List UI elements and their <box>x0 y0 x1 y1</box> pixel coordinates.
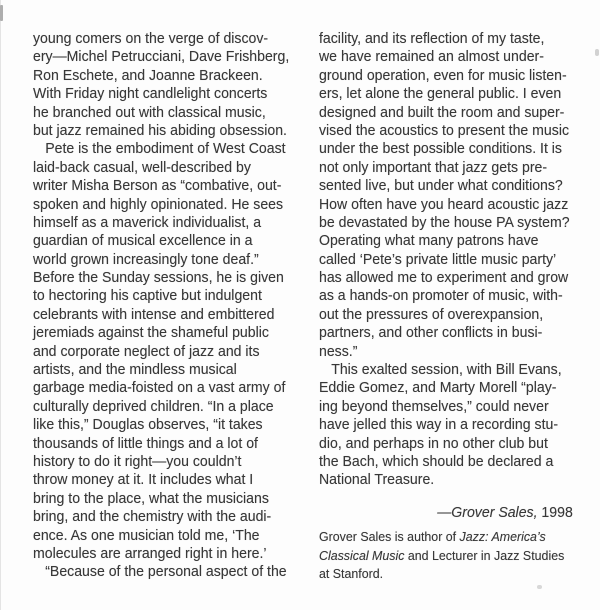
text-line: molecules are arranged right in here.’ <box>33 544 267 562</box>
text-line: culturally deprived children. “In a place <box>33 397 274 415</box>
text-line: ers, let alone the general public. I even <box>319 85 562 103</box>
text-line: facility, and its reflection of my taste, <box>319 30 545 47</box>
scan-artifact <box>595 49 599 56</box>
text-line: Eddie Gomez, and Marty Morell “play- <box>319 379 557 397</box>
text-line: Operating what many patrons have <box>319 232 539 250</box>
author-bio <box>319 528 584 583</box>
italic-text-segment: Classical Music <box>319 547 405 563</box>
text-segment: Grover Sales is author of <box>319 529 460 545</box>
text-line: ground operation, even for music listen- <box>319 66 567 84</box>
text-line: as a hands-on promoter of music, with- <box>319 287 563 305</box>
text-line: dio, and perhaps in no other club but <box>319 434 548 452</box>
author-bio-lines <box>319 528 584 583</box>
text-line: and corporate neglect of jazz and its <box>33 342 260 360</box>
text-line: the Bach, which should be declared a <box>319 452 554 470</box>
page-edge-line <box>0 0 1 610</box>
text-line: not only important that jazz gets pre- <box>319 158 548 176</box>
text-line: ness.” <box>319 342 358 360</box>
text-line: How often have you heard acoustic jazz <box>319 195 569 213</box>
text-line: history to do it right—you couldn’t <box>33 452 242 470</box>
text-line: writer Misha Berson as “combative, out- <box>33 177 282 195</box>
text-line: bring to the place, what the musicians <box>33 489 269 507</box>
text-line <box>319 547 584 565</box>
left-column-lines <box>33 30 307 582</box>
text-line: guardian of musical excellence in a <box>33 232 253 250</box>
text-segment: at Stanford. <box>319 565 384 581</box>
text-line: he branched out with classical music, <box>33 103 266 121</box>
text-line: like this,” Douglas observes, “it takes <box>33 416 263 434</box>
scan-artifact <box>0 5 3 21</box>
text-line: out the pressures of overexpansion, <box>319 305 544 323</box>
text-line: Ron Eschete, and Joanne Brackeen. <box>33 66 263 84</box>
italic-text-segment: Jazz: America’s <box>459 529 546 545</box>
text-line: garbage media-foisted on a vast army of <box>33 379 286 397</box>
text-line: called ‘Pete’s private little music party’ <box>319 250 557 268</box>
text-line: partners, and other conflicts in busi- <box>319 324 543 342</box>
text-line: himself as a maverick individualist, a <box>33 213 262 231</box>
text-line: spoken and highly opinionated. He sees <box>33 195 284 213</box>
text-line: throw money at it. It includes what I <box>33 471 254 489</box>
text-line: laid-back casual, well-described by <box>33 158 251 176</box>
scan-artifact <box>537 585 542 589</box>
attribution-author: —Grover Sales, <box>437 503 538 521</box>
left-text-column <box>33 30 307 582</box>
text-line: has allowed me to experiment and grow <box>319 269 569 287</box>
text-line <box>319 565 584 583</box>
text-line: With Friday night candlelight concerts <box>33 85 268 103</box>
text-line <box>319 528 584 546</box>
text-line: vised the acoustics to present the music <box>319 121 570 139</box>
text-line: ery—Michel Petrucciani, Dave Frishberg, <box>33 48 290 66</box>
attribution-line <box>319 504 584 522</box>
text-line: celebrants with intense and embittered <box>33 305 275 323</box>
text-line: “Because of the personal aspect of the <box>45 563 287 581</box>
text-line: thousands of little things and a lot of <box>33 434 258 452</box>
text-line: have jelled this way in a recording stu- <box>319 416 559 434</box>
text-segment: and Lecturer in Jazz Studies <box>404 547 565 563</box>
text-line: designed and built the room and super- <box>319 103 565 121</box>
text-line: but jazz remained his abiding obsession. <box>33 121 287 139</box>
text-line: bring, and the chemistry with the audi- <box>33 508 272 526</box>
text-line: world grown increasingly tone deaf.” <box>33 250 259 268</box>
text-line: artists, and the mindless musical <box>33 361 237 379</box>
text-line: under the best possible conditions. It is <box>319 140 562 158</box>
text-line: we have remained an almost under- <box>319 48 544 66</box>
text-line: young comers on the verge of discov- <box>33 30 269 47</box>
attribution-year: 1998 <box>537 503 573 521</box>
text-line: Before the Sunday sessions, he is given <box>33 269 284 287</box>
text-line: Pete is the embodiment of West Coast <box>45 140 286 158</box>
text-line: sented live, but under what conditions? <box>319 177 563 195</box>
text-line: This exalted session, with Bill Evans, <box>331 361 562 379</box>
text-line: be devastated by the house PA system? <box>319 213 570 231</box>
text-line: National Treasure. <box>319 471 435 489</box>
right-text-column <box>319 30 584 583</box>
text-line: ing beyond themselves,” could never <box>319 397 549 415</box>
text-line: jeremiads against the shameful public <box>33 324 269 342</box>
text-line: ence. As one musician told me, ‘The <box>33 526 260 544</box>
text-line: to hectoring his captive but indulgent <box>33 287 262 305</box>
right-column-lines <box>319 30 584 490</box>
